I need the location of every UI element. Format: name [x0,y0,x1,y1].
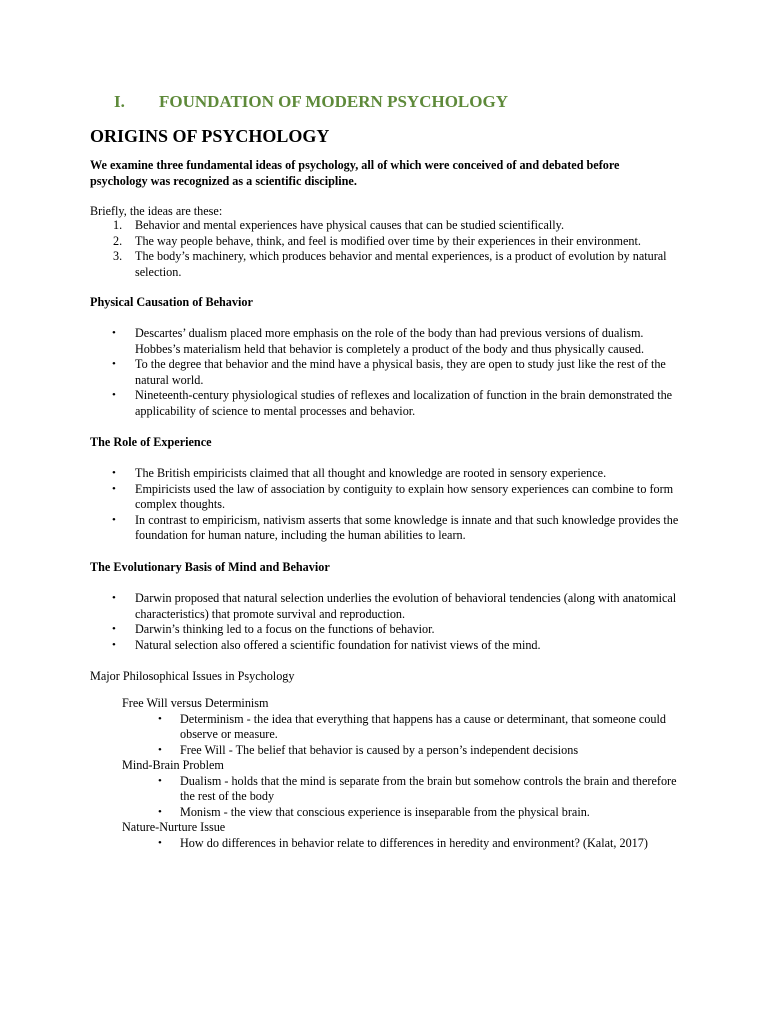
issue-list-nature-nurture [90,836,690,852]
issue-list-mind-brain [90,774,690,821]
idea-marker: 2. [113,233,123,248]
idea-marker: 3. [113,249,123,263]
chapter-title: FOUNDATION OF MODERN PSYCHOLOGY [159,92,508,111]
issue-title-free-will: Free Will versus Determinism [122,696,269,710]
bullet-item: • Nineteenth-century physiological studies of reflexes and localization of function in the brain demonstrated the applicability of science to mental processes and behavior. [90,388,690,419]
issue-item: • Free Will - The belief that behavior is caused by a person’s independent decisions [90,743,690,759]
section-heading-role-of-experience: The Role of Experience [90,435,212,449]
section-heading-evolutionary-basis: The Evolutionary Basis of Mind and Behavior [90,560,330,574]
idea-marker: 1. [113,218,123,232]
idea-text: The way people behave, think, and feel is modified over time by their experiences in their environment. [135,233,641,248]
idea-item [90,234,690,250]
issue-title-nature-nurture: Nature-Nurture Issue [122,820,226,834]
chapter-number: I. [114,92,125,111]
evolutionary-basis-bullets [90,591,690,653]
section-heading-physical-causation: Physical Causation of Behavior [90,295,253,309]
issue-item: • Determinism - the idea that everything that happens has a cause or determinant, that someone could observe or measure. [90,712,690,743]
issue-item: • Monism - the view that conscious experience is inseparable from the physical brain. [90,805,690,821]
issue-item: • How do differences in behavior relate to differences in heredity and environment? (Kalat, 2017) [90,836,690,852]
idea-item [90,218,690,234]
idea-text: Behavior and mental experiences have physical causes that can be studied scientifically. [135,218,564,232]
bullet-item: • Descartes’ dualism placed more emphasis on the role of the body than had previous versions of dualism. Hobbes’s materialism held that behavior is completely a product of the body and thus physically caused. [90,326,690,357]
lead-paragraph: We examine three fundamental ideas of psychology, all of which were conceived of and debated before psychology was recognized as a scientific discipline. [90,158,620,188]
bullet-item: • In contrast to empiricism, nativism asserts that some knowledge is innate and that such knowledge provides the foundation for human nature, including the human abilities to learn. [90,513,690,544]
issue-title-mind-brain: Mind-Brain Problem [122,758,224,772]
bullet-item: • Darwin’s thinking led to a focus on the functions of behavior. [90,622,690,638]
physical-causation-bullets [90,326,690,419]
bullet-item: • To the degree that behavior and the mind have a physical basis, they are open to study just like the rest of the natural world. [90,357,690,388]
bullet-item: • Darwin proposed that natural selection underlies the evolution of behavioral tendencies (along with anatomical characteristics) that promote survival and reproduction. [90,591,690,622]
chapter-heading [0,92,768,116]
ideas-list [90,218,690,280]
issues-heading: Major Philosophical Issues in Psychology [90,669,295,683]
page-title: ORIGINS OF PSYCHOLOGY [90,126,330,146]
bullet-item: • The British empiricists claimed that all thought and knowledge are rooted in sensory experience. [90,466,690,482]
idea-item [90,249,690,280]
bullet-item: • Empiricists used the law of association by contiguity to explain how sensory experiences can combine to form complex thoughts. [90,482,690,513]
issue-item: • Dualism - holds that the mind is separate from the brain but somehow controls the brain and therefore the rest of the body [90,774,690,805]
role-of-experience-bullets [90,466,690,544]
idea-text: The body’s machinery, which produces behavior and mental experiences, is a product of evolution by natural selection. [135,249,667,279]
intro-text: Briefly, the ideas are these: [90,204,223,218]
bullet-item: • Natural selection also offered a scientific foundation for nativist views of the mind. [90,638,690,654]
issue-list-free-will [90,712,690,759]
issues-block [90,696,690,851]
